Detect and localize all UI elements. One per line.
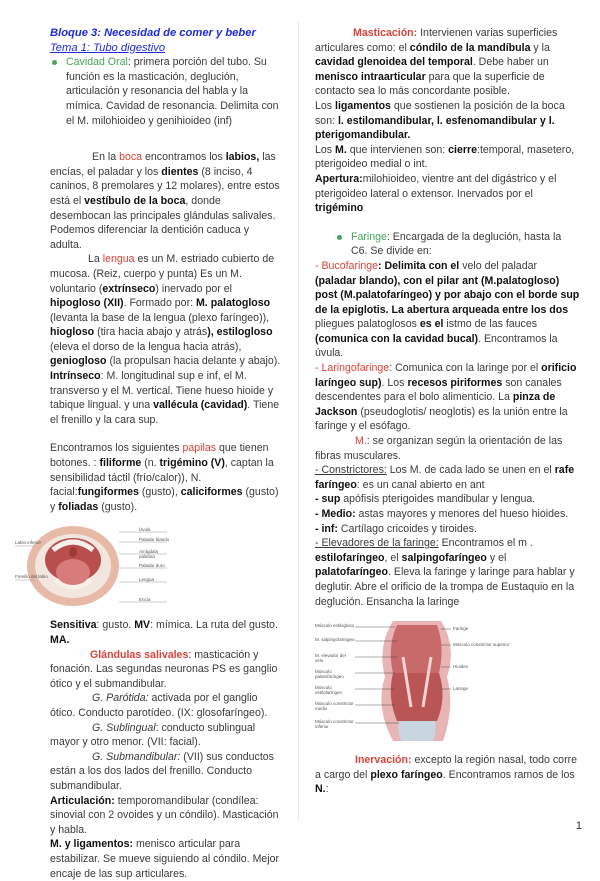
fig-label: Músculo estilogloso [315,623,355,629]
parotid-paragraph: G. Parótida: activada por el ganglio ótico. Conducto parotídeo. (IX: glosofaríngeo). [50,692,268,719]
inf-paragraph: - inf: Cartílago cricoides y tiroides. [315,522,477,535]
fig-label: Labio inferior [15,540,42,546]
left-column [15,26,282,881]
bullet-icon [337,235,342,240]
pharynx-list [315,230,580,259]
pharynx-item [315,230,580,259]
salivary-paragraph: Glándulas salivales: masticación y fonación. Las segundas neuronas PS es ganglio ótico y el submandibular. [50,648,278,690]
elevators-paragraph: - Elevadores de la faringe: Encontramos el m . estilofaríngeo, el salpingofaríngeo y el palatofaríngeo. Eleva la faringe y laringe para hablar y deglutir. Abre el orificio de la trompa de Eustaquio en la deglución. Ensancha la laringe [315,537,575,608]
fig-label: Encía [139,597,151,603]
fig-label: Laringe [453,686,469,692]
pharynx-illustration [315,617,515,745]
fig-label: Paladar duro [139,563,165,569]
sup-paragraph: - sup apófisis pterigoides mandibular y lengua. [315,493,536,506]
column-divider [298,22,299,822]
oral-list [50,55,282,128]
mouth-illustration [15,520,175,610]
oral-cavity-text: : primera porción del tubo. Su función es la masticación, deglución, articulación y resonancia del habla y la mímica. Cavidad de resonancia. Delimita con el M. milohioideo y genihioideo (inf) [66,56,279,127]
fig-label: M. elevador del velo [315,653,346,664]
fig-label: Músculo constrictor inferior [315,719,354,730]
medio-paragraph: - Medio: astas mayores y menores del hueso hioides. [315,508,569,520]
oral-cavity-heading: Cavidad Oral [66,56,128,69]
fig-label: M. salpingofaríngeo [315,637,355,643]
laryngopharynx-paragraph: - Laringofaringe: Comunica con la laringe por el orificio laríngeo sup). Los recesos piriformes son canales descendentes para el bolo alimenticio. La pinza de Jackson (pseudoglotis/ neoglotis) es la unión entre la faringe y el esófago. [315,362,577,433]
right-column [315,26,580,797]
fig-label: Músculo constrictor medio [315,701,354,712]
sublingual-paragraph: G. Sublingual: conducto sublingual mayor y otro menor. (VII: facial). [50,721,256,749]
fig-label: Hioides [453,664,469,670]
bullet-icon [52,60,57,65]
fig-label: Paladar blando [139,537,170,543]
muscles-orientation-paragraph: M.: se organizan según la orientación de las fibras musculares. [315,435,563,462]
articulation-paragraph: Articulación: temporomandibular (condílea: sinovial con 2 ovoides y un cóndilo). Masticación y habla. [50,794,279,836]
innervation-paragraph: Inervación: excepto la región nasal, todo corre a cargo del plexo faríngeo. Encontramos ramos de los N.: [315,754,578,796]
opening-paragraph: Apertura:milohioideo, vientre ant del digástrico y el pterigoideo lateral o extensor. Inervados por el trigémino [315,172,557,215]
fig-label: Músculo estilofaríngeo [315,685,343,696]
fig-label: Amígdala palatina [139,549,159,560]
constrictors-paragraph: - Constrictores: Los M. de cada lado se unen en el rafe faríngeo: es un canal abierto en ant [315,464,575,491]
mouth-paragraph: En la boca encontramos los labios, las encías, el paladar y los dientes (8 inciso, 4 caninos, 8 premolares y 12 molares), entre estos está el vestíbulo de la boca, donde desembocan las principales glándulas salivales. Podemos diferenciar la dentición caduca y adulta. [50,151,280,251]
oropharynx-paragraph: - Bucofaringe: Delimita con el velo del paladar (paladar blando), con el pilar ant (M.palatogloso) post (M.palatofaríngeo) y por abajo con el borde sup de la epiglotis. La abertura arqueada entre los dos pliegues palatoglosos es el istmo de las fauces (comunica con la cavidad bucal). Encontramos la úvula. [315,259,580,360]
muscles-paragraph: Los M. que intervienen son: cierre:temporal, masetero, pterigoideo medial o int. [315,143,575,171]
page-number: 1 [575,820,582,833]
fig-label: Frenillo del labio [15,574,48,580]
section-subtitle: Tema 1: Tubo digestivo [50,41,166,54]
tongue-paragraph: La lengua es un M. estriado cubierto de mucosa. (Reiz, cuerpo y punta) Es un M. voluntario (extrínseco) inervado por el hipogloso (XII). Formado por: M. palatogloso (levanta la base de la lengua (plexo faríngeo)), hiogloso (tira hacia abajo y atrás), estilogloso (eleva el dorso de la lengua hacia atrás), geniogloso (la propulsan hacia delante y abajo). Intrínseco: M. longitudinal sup e inf, el M. transverso y el M. vertical. Tiene hueso hioide y tabique lingual. y una vallécula (cavidad). Tiene el frenillo y la cara sup. [50,253,281,426]
pharynx-heading: Faringe [351,230,387,243]
sensitive-paragraph: Sensitiva: gusto. MV: mímica. La ruta del gusto. MA. [50,619,278,646]
fig-label: Lengua [139,577,155,583]
oral-cavity-item [50,55,282,128]
submandibular-paragraph: G. Submandibular: (VII) sus conductos están a los dos lados del frenillo. Conducto submandibular. [50,750,274,792]
mastication-paragraph: Masticación: Intervienen varias superficies articulares como: el cóndilo de la mandíbula y la cavidad glenoidea del temporal. Debe haber un menisco intraarticular para que la superficie de contacto sea lo más concordante posible. [315,27,558,98]
fig-label: Faringe [453,626,469,632]
ligaments-paragraph: M. y ligamentos: menisco articular para estabilizar. Se mueve siguiendo al cóndilo. Mejor encaje de las sup articulares. [50,838,280,880]
fig-label: Músculo constrictor superior [453,642,510,648]
fig-label: Úvula [139,527,151,533]
papillae-paragraph: Encontramos los siguientes papilas que tienen botones. : filiforme (n. trigémino (V), captan la sensibilidad táctil (frío/calor)), N. facial:fungiformes (gusto), caliciformes (gusto) y foliadas (gusto). [50,442,279,513]
fig-label: Músculo palatofaríngeo [315,669,344,680]
document-title: Bloque 3: Necesidad de comer y beber [50,27,256,39]
ligaments-list-paragraph: Los ligamentos que sostienen la posición de la boca son: l. estilomandibular, l. esfenomandibular y l. pterigomandibular. [315,99,565,142]
pharynx-text: : Encargada de la deglución, hasta la C6. Se divide en: [351,230,562,258]
